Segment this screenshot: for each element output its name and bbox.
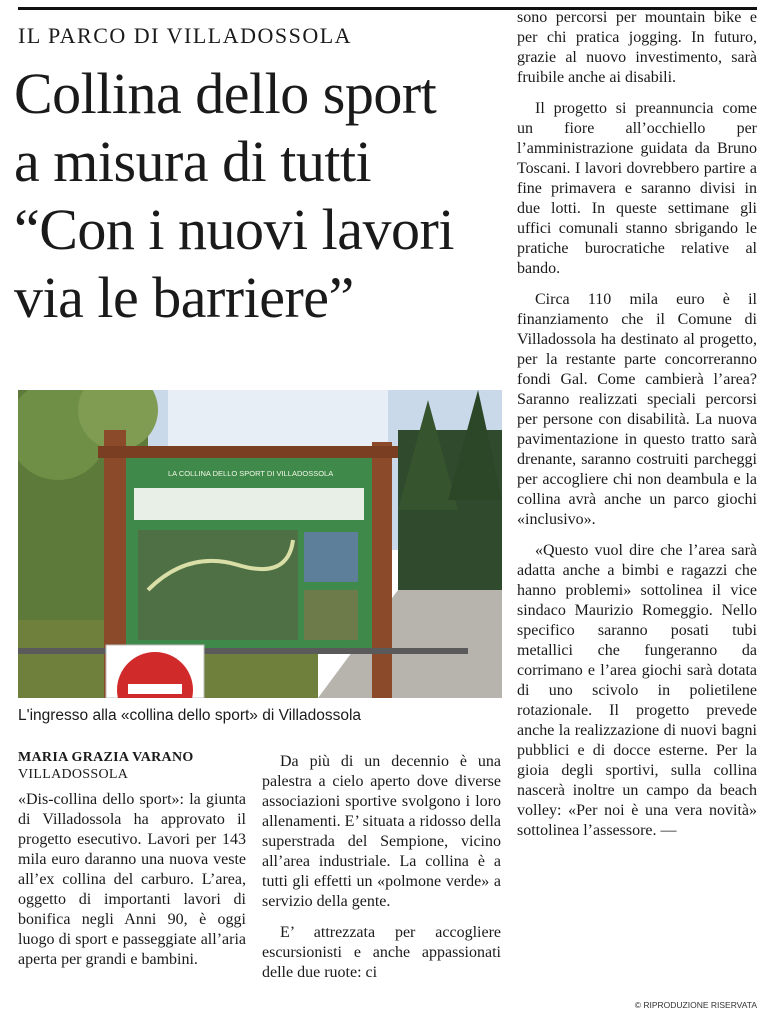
paragraph: Il progetto si preannuncia come un fiore all’occhiello per l’amministrazione guidata da Bruno Toscani. I lavori dovrebbero partire a fine primavera e saranno divisi in due lotti. In queste settimane gli uffici comunali stanno sbrigando le pratiche burocratiche relative al bando. xyxy=(517,100,757,277)
headline-line: Collina dello sport xyxy=(14,61,437,126)
paragraph: E’ attrezzata per accogliere escursionisti e anche appassionati delle due ruote: ci xyxy=(262,924,501,981)
paragraph: «Dis-collina dello sport»: la giunta di Villadossola ha approvato il progetto esecutivo. Lavori per 143 mila euro daranno una nuova veste all’ex collina del carburo. L’area, oggetto di importanti lavori di bonifica negli Anni 90, è oggi luogo di sport e passeggiate all’aria aperta per grandi e bambini. xyxy=(18,791,246,968)
headline-line: “Con i nuovi lavori xyxy=(14,197,454,262)
article-kicker: IL PARCO DI VILLADOSSOLA xyxy=(18,23,353,48)
text-column-1 xyxy=(18,790,246,970)
paragraph: «Questo vuol dire che l’area sarà adatta anche a bimbi e ragazzi che hanno problemi» sottolinea il vice sindaco Maurizio Romeggio. Nello specifico saranno posati tubi metallici che fungeranno da corrimano e l’area giochi sarà dotata di uno scivolo in polietilene rotazionale. Il progetto prevede anche la realizzazione di nuovi bagni pubblici e di docce esterne. Per la gioia degli sportivi, sulla collina nascerà inoltre un campo da beach volley: «Per noi è una vera novità» sottolinea l’assessore. — xyxy=(517,542,757,839)
headline-line: via le barriere” xyxy=(14,265,354,330)
paragraph: sono percorsi per mountain bike e per chi pratica jogging. In futuro, grazie al nuovo investimento, sarà fruibile anche ai disabili. xyxy=(517,9,757,86)
copyright-notice: © RIPRODUZIONE RISERVATA xyxy=(634,1000,757,1010)
paragraph: Circa 110 mila euro è il finanziamento che il Comune di Villadossola ha destinato al progetto, per la restante parte concorreranno fondi Gal. Come cambierà l’area? Saranno realizzati speciali percorsi per persone con disabilità. La nuova pavimentazione in questo tratto sarà drenante, saranno costruiti parcheggi per accogliere chi non deambula e la collina avrà anche un parco giochi «inclusivo». xyxy=(517,291,757,528)
sign-title: LA COLLINA DELLO SPORT DI VILLADOSSOLA xyxy=(168,469,334,478)
article-headline xyxy=(14,60,514,332)
article-photo xyxy=(18,390,502,698)
headline-line: a misura di tutti xyxy=(14,129,372,194)
text-column-2 xyxy=(262,752,501,983)
paragraph: Da più di un decennio è una palestra a cielo aperto dove diverse associazioni sportive svolgono i loro allenamenti. E’ situata a ridosso della superstrada del Sempione, vicino all’area industriale. La collina è a tutti gli effetti un «polmone verde» a servizio della gente. xyxy=(262,753,501,910)
photo-caption: L'ingresso alla «collina dello sport» di Villadossola xyxy=(18,707,362,724)
author-name: MARIA GRAZIA VARANO xyxy=(18,750,194,765)
text-column-3 xyxy=(517,8,757,841)
byline xyxy=(18,750,258,783)
dateline-location: VILLADOSSOLA xyxy=(18,767,129,782)
